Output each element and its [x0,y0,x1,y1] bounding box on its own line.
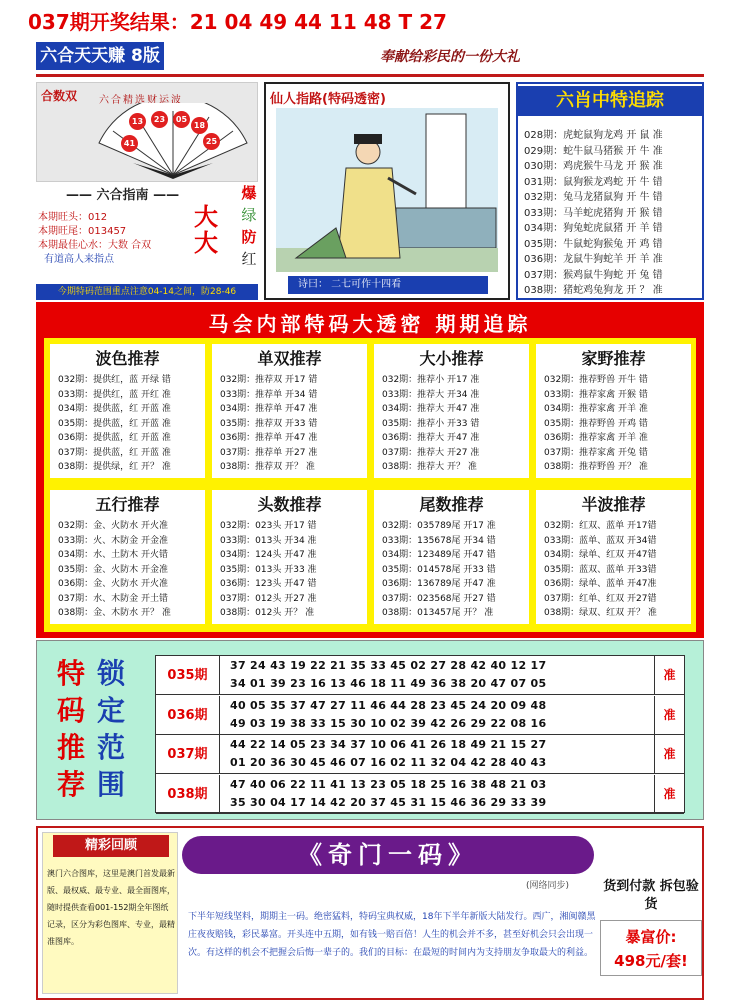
mahui-line: 035期：蓝双、蓝单 开33错 [544,564,657,575]
brand-tag: 六合天天赚 8版 [36,42,164,70]
qimen-banner: 《奇门一码》 [182,836,594,874]
fan-icon [93,103,253,179]
big-character: 大大 [194,203,218,257]
mahui-line: 038期：绿双、红双 开？ 准 [544,608,657,618]
mahui-line: 036期：绿单、蓝单 开47准 [544,579,657,589]
sage-illustration-icon [276,108,498,272]
xian-panel [264,82,510,300]
mahui-cell-title: 头数推荐 [257,495,322,514]
lock-numbers: 47 40 06 22 11 41 13 23 05 18 25 16 38 48 21 03 [230,777,547,791]
six-title: 六肖中特追踪 [518,86,702,116]
mahui-line: 035期：金、火防木 开金准 [58,564,169,575]
mahui-line: 036期：金、火防水 开火准 [58,579,169,589]
mahui-line: 037期：推荐大 开27 准 [382,447,480,458]
mahui-line: 035期：014578尾 开33 错 [382,564,496,575]
price-box: 暴富价: 498元/套! [600,920,702,976]
header-bar [0,0,740,36]
mahui-line: 037期：推荐单 开27 准 [220,447,318,458]
six-row: 028期：虎蛇鼠狗龙鸡 开 鼠 准 [524,130,663,141]
lock-row [156,775,684,814]
lock-left-title: 特 码 推 荐 [56,657,85,801]
mahui-line: 034期：123489尾 开47 错 [382,550,496,560]
fan-ball: 23 [151,111,168,128]
review-text: 澳门六合图库，这里是澳门首发最新版、最权威、最专业、最全面图库，随时提供查看001-152期全年图纸记录，区分为彩色图库、专业，最精准图库。 [47,869,175,946]
lock-numbers: 49 03 19 38 33 15 30 10 02 39 42 26 29 22 08 16 [230,716,547,730]
mahui-line: 034期：提供蓝，红 开蓝 准 [58,404,171,414]
mahui-line: 038期：013457尾 开？ 准 [382,608,494,618]
cod-label: 货到付款 拆包验货 [603,879,699,912]
lock-table [155,655,685,813]
lock-period: 036期 [156,696,220,735]
mahui-line: 033期：推荐家禽 开猴 错 [544,389,648,400]
mahui-line: 034期：推荐单 开47 准 [220,404,318,414]
mahui-cell [536,490,691,624]
mahui-grid [44,338,696,632]
lock-row [156,735,684,774]
promo-text: 下半年短线坚料，期期主一码。绝密猛料，特码宝典权威，18年下半年新版大陆发行。西广，湘闽赣黑庄夜夜赔钱，彩民暴富。开头连中五期，如有钱一赔百倍！人生的机会并不多，甚至好机会只会出现一次。有这样的机会不把握会后悔一辈子的。我们的目标：在最短的时间内为支持朋友争取最大的利益。 [188,912,596,958]
mahui-line: 032期：推荐小 开17 准 [382,375,480,385]
six-row: 036期：龙鼠牛狗蛇羊 开 羊 准 [524,254,663,265]
guide-panel [36,182,258,282]
mahui-cell [50,344,205,478]
divider [36,74,704,77]
mahui-line: 034期：124头 开47 准 [220,550,317,560]
side-chars: 爆 绿 防 红 [241,184,257,268]
mahui-line: 036期：136789尾 开47 准 [382,579,496,589]
lock-mark: 准 [654,775,684,814]
mahui-line: 038期：012头 开？ 准 [220,608,315,618]
mahui-cell-title: 五行推荐 [95,495,160,514]
mahui-line: 035期：提供蓝，红 开蓝 准 [58,418,171,429]
six-row: 037期：猴鸡鼠牛狗蛇 开 兔 错 [524,269,663,281]
mahui-cell [50,490,205,624]
six-row: 032期：兔马龙猪鼠狗 开 牛 错 [524,192,663,203]
mahui-line: 037期：红单、红双 开27错 [544,593,657,604]
lock-numbers: 34 01 39 23 16 13 46 18 11 49 36 38 20 47 07 05 [230,677,547,690]
mahui-line: 038期：推荐野兽 开？ 准 [544,462,648,472]
fan-ball: 13 [129,113,146,130]
mahui-line: 036期：提供蓝，红 开蓝 准 [58,433,171,443]
mahui-cell [374,344,529,478]
guide-line: 本期旺头：012 [38,212,108,223]
six-row: 033期：马羊蛇虎猪狗 开 猴 错 [524,207,663,219]
six-row: 030期：鸡虎猴牛马龙 开 猴 准 [524,161,663,172]
mahui-line: 038期：提供绿，红 开？ 准 [58,462,171,472]
mahui-line: 037期：提供蓝，红 开蓝 准 [58,447,171,458]
heshu-label: 合数双 [41,89,78,103]
mahui-cell [212,490,367,624]
mahui-cell [374,490,529,624]
mahui-section [36,302,704,638]
guide-note: 有道高人来指点 [44,254,114,265]
lock-right-title: 锁 定 范 围 [96,657,125,801]
lock-numbers: 37 24 43 19 22 21 35 33 45 02 27 28 42 40 12 17 [230,659,547,672]
mahui-line: 032期：提供红，蓝 开绿 错 [58,375,171,385]
fan-ball: 18 [191,117,208,134]
mahui-line: 033期：推荐单 开34 错 [220,389,318,400]
mahui-line: 033期：013头 开34 准 [220,535,317,546]
mahui-line: 034期：推荐大 开47 准 [382,404,480,414]
mahui-line: 035期：013头 开33 准 [220,564,317,575]
mahui-line: 035期：推荐野兽 开鸡 错 [544,418,648,429]
mahui-cell-title: 半波推荐 [581,495,646,514]
guide-title: —— 六合指南 —— [66,188,180,203]
lock-row [156,656,684,695]
mahui-cell-title: 单双推荐 [257,349,322,368]
mahui-title: 马会内部特码大透密 期期追踪 [208,312,532,336]
mahui-line: 032期：推荐双 开17 错 [220,375,318,385]
mahui-line: 036期：推荐单 开47 准 [220,433,318,443]
mahui-line: 032期：035789尾 开17 准 [382,521,496,531]
mahui-line: 033期：火、木防金 开金准 [58,535,169,546]
fan-ball: 05 [173,111,190,128]
fan-title: 六合精选财运波 [99,95,183,106]
mahui-line: 036期：123头 开47 错 [220,579,317,589]
mahui-cell-title: 大小推荐 [419,349,484,368]
review-title: 精彩回顾 [53,835,169,857]
six-row: 031期：鼠狗猴龙鸡蛇 开 牛 错 [524,176,663,188]
slogan: 奉献给彩民的一份大礼 [380,49,520,65]
net-sync-label: (网络同步) [526,881,570,891]
lock-period: 038期 [156,775,220,814]
range-banner: 今期特码范围重点注意04-14之间，防28-46 [36,284,258,300]
mahui-line: 037期：012头 开27 准 [220,593,317,604]
lock-numbers: 01 20 36 30 45 46 07 16 02 11 32 04 42 28 40 43 [230,756,547,769]
mahui-cell-title: 尾数推荐 [419,495,484,514]
mahui-line: 032期：金、火防水 开火准 [58,521,169,531]
mahui-line: 033期：提供红，蓝 开红 准 [58,389,171,400]
six-row: 038期：猪蛇鸡兔狗龙 开 ？ 准 [524,285,663,296]
mahui-line: 038期：金、木防水 开？ 准 [58,608,171,618]
mahui-line: 034期：绿单、红双 开47错 [544,550,657,560]
mahui-line: 034期：水、土防木 开火错 [58,550,169,560]
mahui-line: 038期：推荐大 开？ 准 [382,462,477,472]
fan-ball: 41 [121,135,138,152]
lock-mark: 准 [654,735,684,774]
lock-period: 037期 [156,735,220,774]
review-panel [42,832,178,994]
draw-result-title: 037期开奖结果：21 04 49 44 11 48 T 27 [28,10,447,34]
lock-period: 035期 [156,656,220,695]
mahui-line: 032期：推荐野兽 开牛 错 [544,375,648,385]
six-row: 035期：牛鼠蛇狗猴兔 开 鸡 错 [524,238,663,250]
mahui-line: 033期：蓝单、蓝双 开34错 [544,535,657,546]
mahui-line: 037期：水、木防金 开土错 [58,593,169,604]
six-row: 029期：蛇牛鼠马猪猴 开 牛 准 [524,145,663,157]
guide-line: 本期旺尾：013457 [38,226,127,237]
mahui-line: 037期：推荐家禽 开兔 错 [544,447,648,458]
mahui-line: 032期：红双、蓝单 开17错 [544,521,657,531]
promo-section [36,826,704,1000]
fan-panel [36,82,258,182]
lock-row [156,696,684,735]
lock-numbers: 44 22 14 05 23 34 37 10 06 41 26 18 49 21 15 27 [230,738,547,751]
lock-mark: 准 [654,656,684,695]
guide-line: 本期最佳心水：大数 合双 [38,240,152,251]
lock-numbers: 40 05 35 37 47 27 11 46 44 28 23 45 24 20 09 48 [230,698,547,712]
mahui-cell [212,344,367,478]
mahui-cell-title: 波色推荐 [95,349,160,368]
mahui-line: 033期：推荐大 开34 准 [382,389,480,400]
mahui-line: 033期：135678尾 开34 错 [382,535,496,546]
mahui-line: 032期：023头 开17 错 [220,521,317,531]
xian-poem: 诗曰： 二七可作十四看 [288,276,488,294]
mahui-line: 036期：推荐家禽 开羊 准 [544,433,648,443]
mahui-line: 034期：推荐家禽 开羊 准 [544,404,648,414]
mahui-cell [536,344,691,478]
xian-title: 仙人指路(特码透密) [270,92,386,107]
six-row: 034期：狗兔蛇虎鼠猪 开 羊 错 [524,223,663,234]
mahui-cell-title: 家野推荐 [581,349,646,368]
fan-ball: 25 [203,133,220,150]
mahui-line: 037期：023568尾 开27 错 [382,593,496,604]
lock-section [36,640,704,820]
mahui-line: 035期：推荐双 开33 错 [220,418,318,429]
lock-mark: 准 [654,696,684,735]
six-zodiac-panel [516,82,704,300]
mahui-line: 035期：推荐小 开33 错 [382,418,480,429]
lock-numbers: 35 30 04 17 14 42 20 37 45 31 15 46 36 29 33 39 [230,795,547,809]
mahui-line: 036期：推荐大 开47 准 [382,433,480,443]
mahui-line: 038期：推荐双 开？ 准 [220,462,315,472]
